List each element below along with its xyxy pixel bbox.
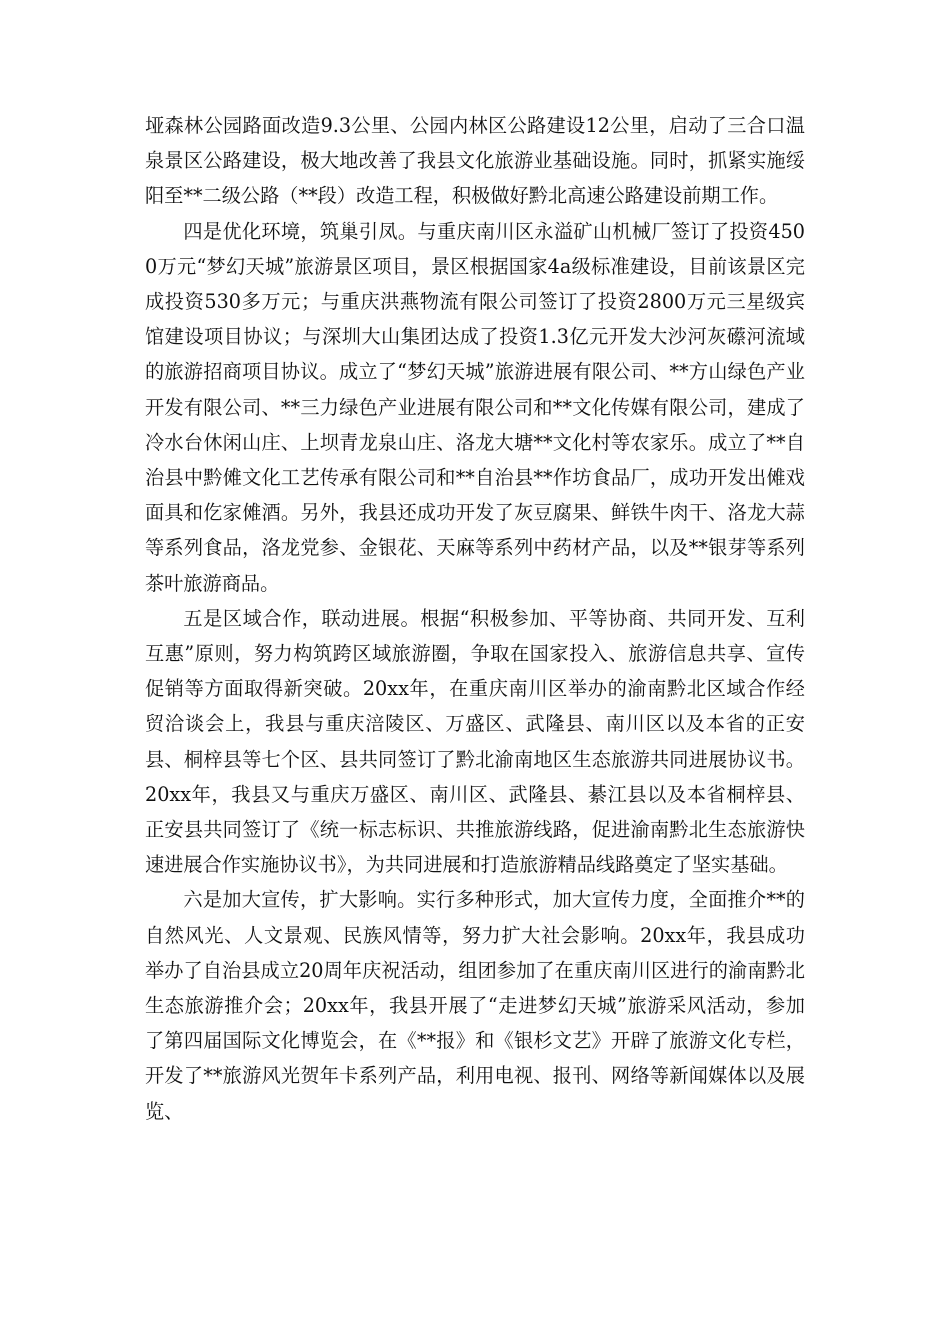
paragraph-1: 垭森林公园路面改造9.3公里、公园内林区公路建设12公里，启动了三合口温泉景区公路建设，极大地改善了我县文化旅游业基础设施。同时，抓紧实施绥阳至**二级公路（**段）改造工程，积极做好黔北高速公路建设前期工作。: [145, 114, 805, 208]
paragraph-2: 四是优化环境，筑巢引凤。与重庆南川区永溢矿山机械厂签订了投资4500万元“梦幻天城”旅游景区项目，景区根据国家4a级标准建设，目前该景区完成投资530多万元；与重庆洪燕物流有限公司签订了投资2800万元三星级宾馆建设项目协议；与深圳大山集团达成了投资1.3亿元开发大沙河灰礤河流域的旅游招商项目协议。成立了“梦幻天城”旅游进展有限公司、**方山绿色产业开发有限公司、**三力绿色产业进展有限公司和**文化传媒有限公司，建成了冷水台休闲山庄、上坝青龙泉山庄、洛龙大塘**文化村等农家乐。成立了**自治县中黔傩文化工艺传承有限公司和**自治县**作坊食品厂，成功开发出傩戏面具和仡家傩酒。另外，我县还成功开发了灰豆腐果、鲜铁牛肉干、洛龙大蒜等系列食品，洛龙党参、金银花、天麻等系列中药材产品，以及**银芽等系列茶叶旅游商品。: [145, 219, 805, 595]
paragraph-4: 六是加大宣传，扩大影响。实行多种形式，加大宣传力度，全面推介**的自然风光、人文景观、民族风情等，努力扩大社会影响。20xx年，我县成功举办了自治县成立20周年庆祝活动，组团参加了在重庆南川区进行的渝南黔北生态旅游推介会；20xx年，我县开展了“走进梦幻天城”旅游采风活动，参加了第四届国际文化博览会，在《**报》和《银杉文艺》开辟了旅游文化专栏，开发了**旅游风光贺年卡系列产品，利用电视、报刊、网络等新闻媒体以及展览、: [145, 888, 805, 1123]
paragraph-3: 五是区域合作，联动进展。根据“积极参加、平等协商、共同开发、互利互惠”原则，努力构筑跨区域旅游圈，争取在国家投入、旅游信息共享、宣传促销等方面取得新突破。20xx年，在重庆南川区举办的渝南黔北区域合作经贸洽谈会上，我县与重庆涪陵区、万盛区、武隆县、南川区以及本省的正安县、桐梓县等七个区、县共同签订了黔北渝南地区生态旅游共同进展协议书。20xx年，我县又与重庆万盛区、南川区、武隆县、綦江县以及本省桐梓县、正安县共同签订了《统一标志标识、共推旅游线路，促进渝南黔北生态旅游快速进展合作实施协议书》，为共同进展和打造旅游精品线路奠定了坚实基础。: [145, 606, 805, 877]
document-body: [145, 108, 805, 1129]
